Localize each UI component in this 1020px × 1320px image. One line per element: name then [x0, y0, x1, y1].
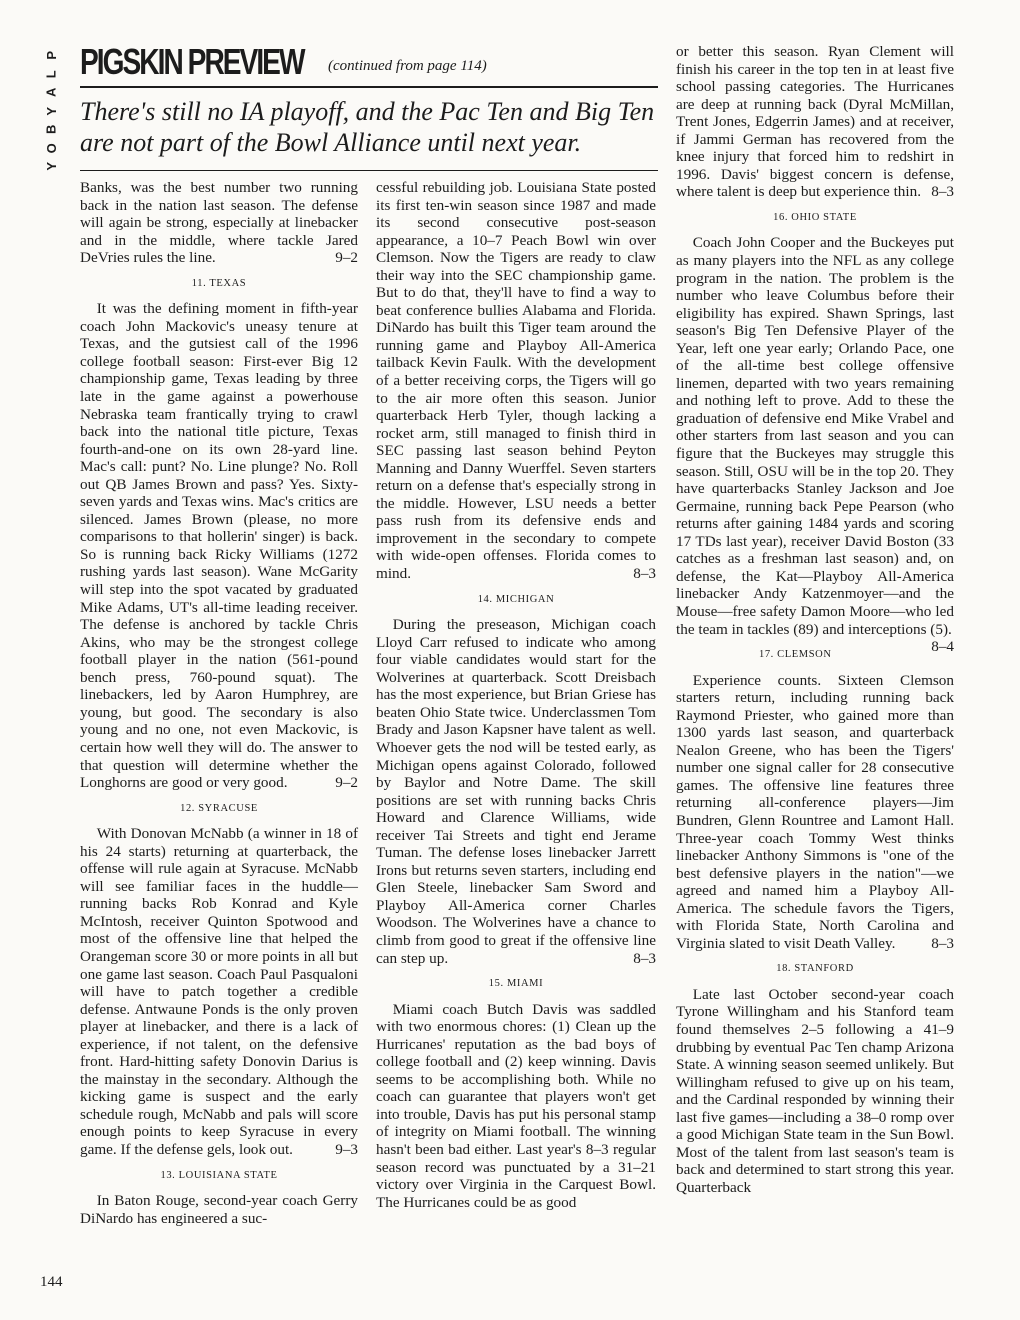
- record: 8–3: [931, 934, 954, 952]
- page-number: 144: [40, 1274, 63, 1290]
- paragraph: Coach John Cooper and the Buckeyes put as many players into the NFL as any college program in the nation. The problem is the number who leave Columbus before their eligibility has expired. Shawn Springs, last season's Big Ten Defensive Player of the Year, left one year early; Orlando Pace, one of the all-time best college offensive linemen, departed with two years remaining and nothing left to prove. Add to these the graduation of defensive end Mike Vrabel and other starters from last season and you can figure that the Buckeyes may struggle this season. Still, OSU will be in the top 20. They have quarterbacks Stanley Jackson and Joe Germaine, running back Pepe Pearson (who returns after gaining 1484 yards and scoring 17 TDs last year), receiver David Boston (33 catches as a freshman last season) and, on defense, the Kat—Playboy All-America linebacker Andy Katzenmoyer—and the Mouse—free safety Damon Moore—who led the team in tackles (89) and interceptions (5). 8–4: [676, 234, 954, 656]
- section-heading: 15. MIAMI: [488, 978, 544, 990]
- record: 8–4: [931, 638, 954, 656]
- paragraph: In Baton Rouge, second-year coach Gerry DiNardo has engineered a suc-: [80, 1192, 358, 1227]
- deck-text: There's still no IA playoff, and the Pac Ten and Big Ten are not part of the Bowl Alliance until next year.: [80, 97, 655, 157]
- paragraph: Experience counts. Sixteen Clemson starters return, including running back Raymond Priester, who gained more than 1300 yards last season, and quarterback Nealon Greene, who has been the Tigers' number one signal caller for 28 consecutive games. The offensive line features three returning all-conference players—Jim Bundren, Glenn Rountree and Lamont Hall. Three-year coach Tommy West thinks linebacker Anthony Simmons is "one of the best defensive players in the nation"—we agreed and named him a Playboy All-America. The schedule favors the Tigers, with Florida State, North Carolina and Virginia slated to visit Death Valley. 8–3: [676, 671, 954, 952]
- side-letter: L: [43, 69, 59, 78]
- section-heading: 12. SYRACUSE: [180, 802, 258, 814]
- side-letter: B: [43, 124, 59, 134]
- side-letter: Y: [43, 161, 59, 171]
- column-2: [376, 179, 656, 1211]
- paragraph: With Donovan McNabb (a winner in 18 of his 24 starts) returning at quarterback, the offense will rule again at Syracuse. McNabb will see familiar faces in the huddle—running backs Rob Konrad and Kyle McIntosh, receiver Quinton Spotwood and most of the offensive line that helped the Orangeman score 30 or more points in all but one game last season. Coach Paul Pasqualoni will have to patch together a credible defense. Antwaune Ponds is the only proven player at linebacker, and there is a lack of experience, if not talent, on the defensive front. Hard-hitting safety Donovin Darius is the mainstay in the secondary. Although the kicking game is suspect and the early schedule rough, McNabb and pals will score enough points to keep Syracuse in every game. If the defense gels, look out. 9–3: [80, 825, 358, 1158]
- paragraph: or better this season. Ryan Clement will finish his career in the top ten in at least five school passing categories. The Hurricanes are deep at running back (Dyral McMillan, Trent Jones, Edgerrin James) and at receiver, if Jammi German has recovered from the knee injury that forced him to redshirt in 1996. Davis' biggest concern is defense, where talent is deep but experience thin. 8–3: [676, 43, 954, 201]
- record: 8–3: [633, 949, 656, 967]
- section-heading: 11. TEXAS: [191, 277, 247, 289]
- side-letter: P: [43, 50, 59, 60]
- column-1: [80, 179, 358, 1227]
- paragraph: During the preseason, Michigan coach Lloyd Carr refused to indicate who among four viable candidates would start for the Wolverines at quarterback. Scott Dreisbach has the most experience, but Brian Griese has beaten Ohio State twice. Underclassmen Tom Brady and Jason Kapsner have talent as well. Whoever gets the nod will be tested early, as Michigan opens against Colorado, followed by Baylor and Notre Dame. The skill positions are set with running backs Chris Howard and Clarence Williams, wide receiver Tai Streets and tight end Jerame Tuman. The defense loses linebacker Jarrett Irons but returns seven starters, including end Glen Steele, linebacker Sam Sword and Playboy All-America corner Charles Woodson. The Wolverines have a chance to climb from good to great if the offensive line can step up. 8–3: [376, 616, 656, 967]
- continued-note: (continued from page 114): [328, 58, 487, 74]
- side-letter: O: [43, 142, 59, 153]
- paragraph: Miami coach Butch Davis was saddled with two enormous chores: (1) Clean up the Hurricanes' reputation as the bad boys of college football and (2) keep winning. Davis seems to be accomplishing both. While no coach can guarantee that players won't get into trouble, Davis has put his personal stamp of integrity on Miami football. The winning hasn't been bad either. Last year's 8–3 regular season record was punctuated by a 31–21 victory over Virginia in the Carquest Bowl. The Hurricanes could be as good: [376, 1000, 656, 1211]
- section-heading: 13. LOUISIANA STATE: [160, 1169, 278, 1181]
- paragraph: Banks, was the best number two running back in the nation last season. The defense will again be strong, especially at linebacker and in the middle, where tackle Jared DeVries rules the line. 9–2: [80, 179, 358, 267]
- paragraph: cessful rebuilding job. Louisiana State posted its first ten-win season since 1987 and made its second consecutive post-season appearance, a 10–7 Peach Bowl win over Clemson. Now the Tigers are ready to claw their way into the SEC championship game. But to do that, they'll have to find a way to beat conference bullies Alabama and Florida. DiNardo has built this Tiger team around the running game and Playboy All-America tailback Kevin Faulk. With the development of a better receiving corps, the Tigers will go to the air more often this season. Junior quarterback Herb Tyler, though lacking a rocket arm, still managed to finish third in SEC passing last season behind Peyton Manning and Danny Wuerffel. Seven starters return on a defense that's especially strong in the middle. However, LSU needs a better pass rush from its defensive ends and improvement in the secondary to compete with wide-open offenses. Florida comes to mind. 8–3: [376, 179, 656, 583]
- record: 8–3: [931, 183, 954, 201]
- magazine-side-label: [40, 46, 64, 176]
- side-letter: Y: [43, 106, 59, 116]
- record: 8–3: [633, 565, 656, 583]
- record: 9–3: [335, 1140, 358, 1158]
- page-title: PIGSKIN PREVIEW: [80, 41, 304, 82]
- column-3: [676, 43, 954, 1196]
- record: 9–2: [335, 774, 358, 792]
- paragraph: It was the defining moment in fifth-year coach John Mackovic's uneasy tenure at Texas, and the gutsiest call of the 1996 college football season: First-ever Big 12 championship game, Texas leading by three late in the game against a powerhouse Nebraska team frantically trying to crawl back into the national title picture, Texas fourth-and-one on its own 28-yard line. Mac's call: punt? No. Line plunge? No. Roll out QB James Brown and pass? Yes. Sixty-seven yards and Texas wins. Mac's critics are silenced. James Brown (please, no more comparisons to that hollerin' singer) is back. So is running back Ricky Williams (1272 rushing yards last season). Wane McGarity will step into the spot vacated by graduated Mike Adams, UT's all-time leading receiver. The defense is anchored by tackle Chris Akins, who may be the strongest college football player in the nation (561-pound bench press, 760-pound squat). The linebackers, led by Aaron Humphrey, are young, but good. The secondary is also young and no one, not even Mackovic, is certain how well they will do. The answer to that question will determine whether the Longhorns are good or very good. 9–2: [80, 300, 358, 792]
- section-heading: 16. OHIO STATE: [773, 211, 857, 223]
- section-heading: 18. STANFORD: [776, 963, 854, 975]
- record: 9–2: [335, 249, 358, 267]
- paragraph: Late last October second-year coach Tyrone Willingham and his Stanford team found themselves 2–5 following a 41–9 drubbing by eventual Pac Ten champ Arizona State. A winning season seemed unlikely. But Willingham refused to give up on his team, and the Cardinal responded by winning their last five games—including a 38–0 romp over a good Michigan State team in the Sun Bowl. Most of the talent from last season's team is back and determined to start strong this year. Quarterback: [676, 985, 954, 1196]
- deck-rule: [80, 170, 658, 171]
- section-heading: 14. MICHIGAN: [477, 593, 555, 605]
- side-letter: A: [43, 87, 59, 97]
- section-heading: 17. CLEMSON: [758, 649, 832, 661]
- header-rule: [80, 86, 658, 88]
